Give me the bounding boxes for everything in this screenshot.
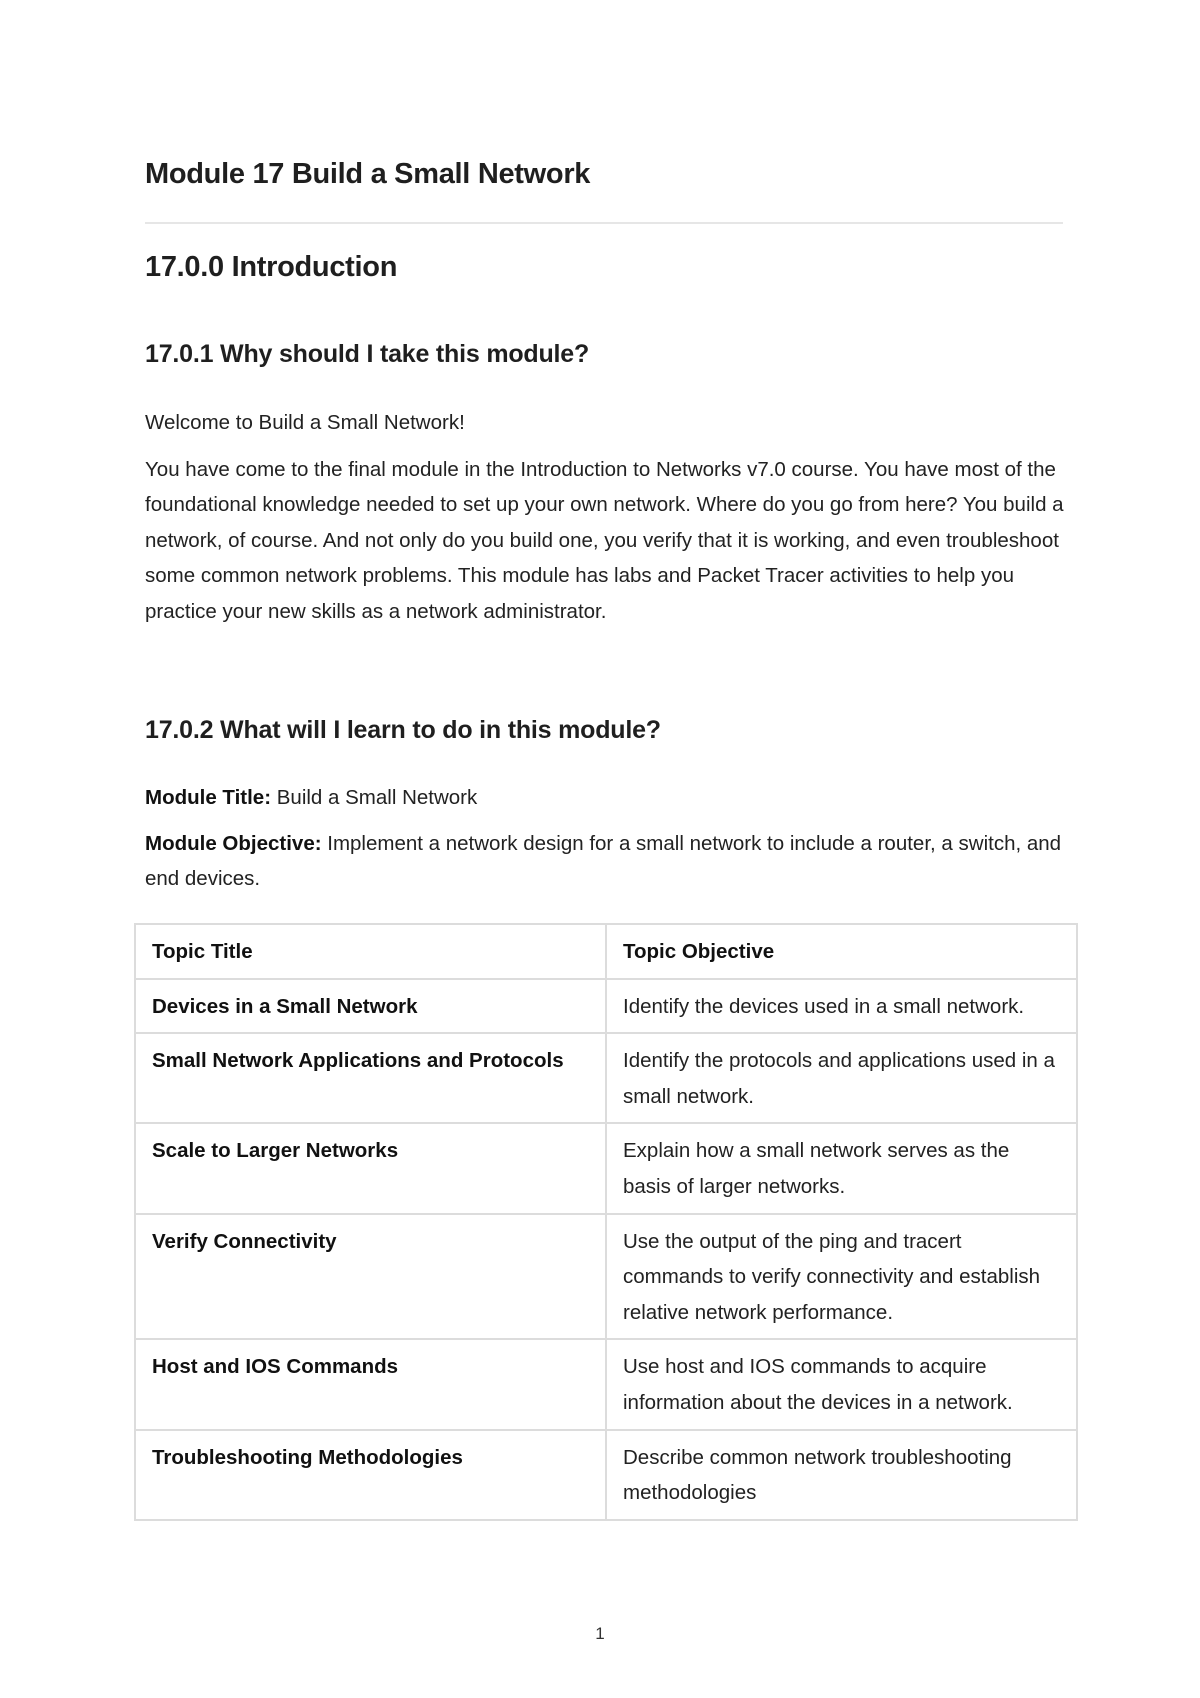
topic-objective-cell: Identify the devices used in a small network.: [606, 979, 1077, 1034]
module-objective-line: [145, 826, 1065, 897]
title-divider: [145, 222, 1063, 224]
intro-paragraph: You have come to the final module in the Introduction to Networks v7.0 course. You have most of the foundational knowledge needed to set up your own network. Where do you go from here? You build a network, of course. And not only do you build one, you verify that it is working, and even troubleshoot some common network problems. This module has labs and Packet Tracer activities to help you practice your new skills as a network administrator.: [145, 458, 1064, 623]
welcome-text: Welcome to Build a Small Network!: [145, 411, 465, 434]
topic-title-cell: Small Network Applications and Protocols: [135, 1033, 606, 1123]
module-objective-label: Module Objective:: [145, 832, 322, 855]
document-title: Module 17 Build a Small Network: [145, 158, 591, 190]
module-title-line: [145, 780, 1065, 815]
table-row: [135, 1430, 1077, 1520]
page-number: 1: [595, 1624, 605, 1643]
topic-title-cell: Host and IOS Commands: [135, 1339, 606, 1429]
topic-title-cell: Verify Connectivity: [135, 1214, 606, 1340]
table-header-row: [135, 924, 1077, 979]
heading-why-take-module: 17.0.1 Why should I take this module?: [145, 340, 590, 368]
topic-objective-cell: Identify the protocols and applications used in a small network.: [606, 1033, 1077, 1123]
topic-objective-cell: Describe common network troubleshooting methodologies: [606, 1430, 1077, 1520]
column-header-topic-objective: Topic Objective: [606, 924, 1077, 979]
topic-title-cell: Troubleshooting Methodologies: [135, 1430, 606, 1520]
topic-objective-cell: Use the output of the ping and tracert commands to verify connectivity and establish relative network performance.: [606, 1214, 1077, 1340]
table-row: [135, 1033, 1077, 1123]
table-row: [135, 979, 1077, 1034]
topic-objective-cell: Explain how a small network serves as the basis of larger networks.: [606, 1123, 1077, 1213]
table-row: [135, 1123, 1077, 1213]
column-header-topic-title: Topic Title: [135, 924, 606, 979]
module-title-value: Build a Small Network: [271, 786, 478, 809]
topic-title-cell: Scale to Larger Networks: [135, 1123, 606, 1213]
module-title-label: Module Title:: [145, 786, 272, 809]
topic-objective-cell: Use host and IOS commands to acquire information about the devices in a network.: [606, 1339, 1077, 1429]
table-row: [135, 1339, 1077, 1429]
module-objective-value: Implement a network design for a small network to include a router, a switch, and end devices.: [145, 832, 1062, 891]
table-row: [135, 1214, 1077, 1340]
heading-what-will-i-learn: 17.0.2 What will I learn to do in this module?: [145, 716, 661, 744]
section-heading-introduction: 17.0.0 Introduction: [145, 251, 398, 283]
topics-table: [134, 923, 1078, 1521]
topic-title-cell: Devices in a Small Network: [135, 979, 606, 1034]
